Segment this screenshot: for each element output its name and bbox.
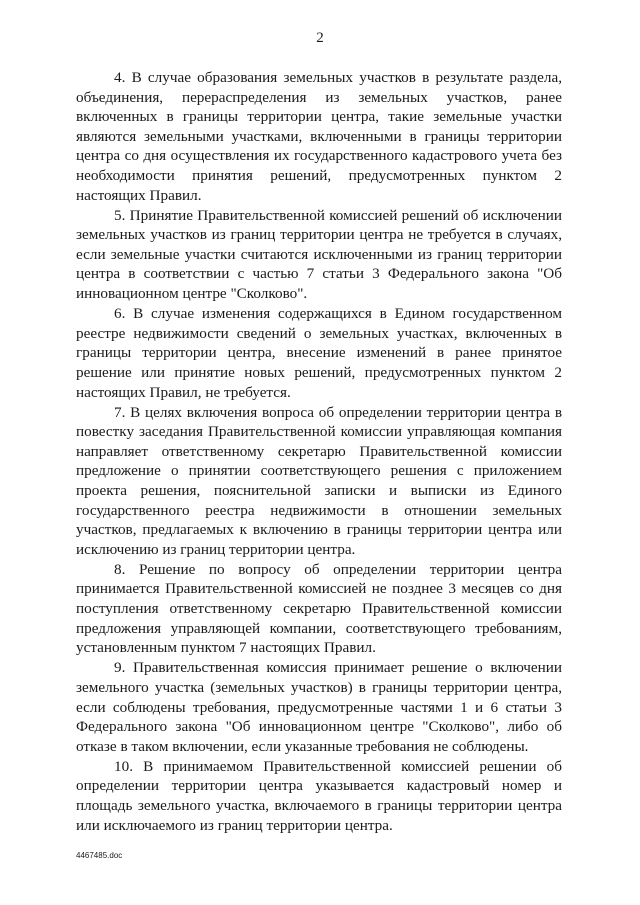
document-file-code: 4467485.doc <box>76 851 123 860</box>
paragraph-5: 5. Принятие Правительственной комиссией решений об исключении земельных участков из границ территории центра не требуется в случаях, если земельные участки считаются исключенными из границ территории центра в соответствии с частью 7 статьи 3 Федерального закона "Об инновационном центре "Сколково". <box>76 206 562 303</box>
document-body <box>76 68 562 835</box>
paragraph-6: 6. В случае изменения содержащихся в Едином государственном реестре недвижимости сведений о земельных участках, включенных в границы территории центра, внесение изменений в ранее принятое решение или принятие новых решений, предусмотренных пунктом 2 настоящих Правил, не требуется. <box>76 305 562 401</box>
paragraph-4: 4. В случае образования земельных участков в результате раздела, объединения, перераспределения из земельных участков, ранее включенных в границы территории центра, такие земельные участки являются земельными участками, включенными в границы территории центра со дня осуществления их государственного кадастрового учета без необходимости принятия решений, предусмотренных пунктом 2 настоящих Правил. <box>76 69 562 204</box>
paragraph-7: 7. В целях включения вопроса об определении территории центра в повестку заседания Правительственной комиссии управляющая компания направляет ответственному секретарю Правительственной комиссии предложение о принятии соответствующего решения с приложением проекта решения, пояснительной записки и выписки из Единого государственного реестра недвижимости в отношении земельных участков, предлагаемых к включению в границы территории центра или исключению из границ территории центра. <box>76 403 562 558</box>
page-number: 2 <box>316 30 324 46</box>
paragraph-9: 9. Правительственная комиссия принимает решение о включении земельного участка (земельных участков) в границы территории центра, если соблюдены требования, предусмотренные частями 1 и 6 статьи 3 Федерального закона "Об инновационном центре "Сколково", либо об отказе в таком включении, если указанные требования не соблюдены. <box>76 659 562 755</box>
paragraph-10: 10. В принимаемом Правительственной комиссией решении об определении территории центра указывается кадастровый номер и площадь земельного участка, включаемого в границы территории центра или исключаемого из границ территории центра. <box>76 757 562 834</box>
paragraph-8: 8. Решение по вопросу об определении территории центра принимается Правительственной комиссией не позднее 3 месяцев со дня поступления ответственному секретарю Правительственной комиссии предложения управляющей компании, соответствующего требованиям, установленным пунктом 7 настоящих Правил. <box>76 560 562 657</box>
